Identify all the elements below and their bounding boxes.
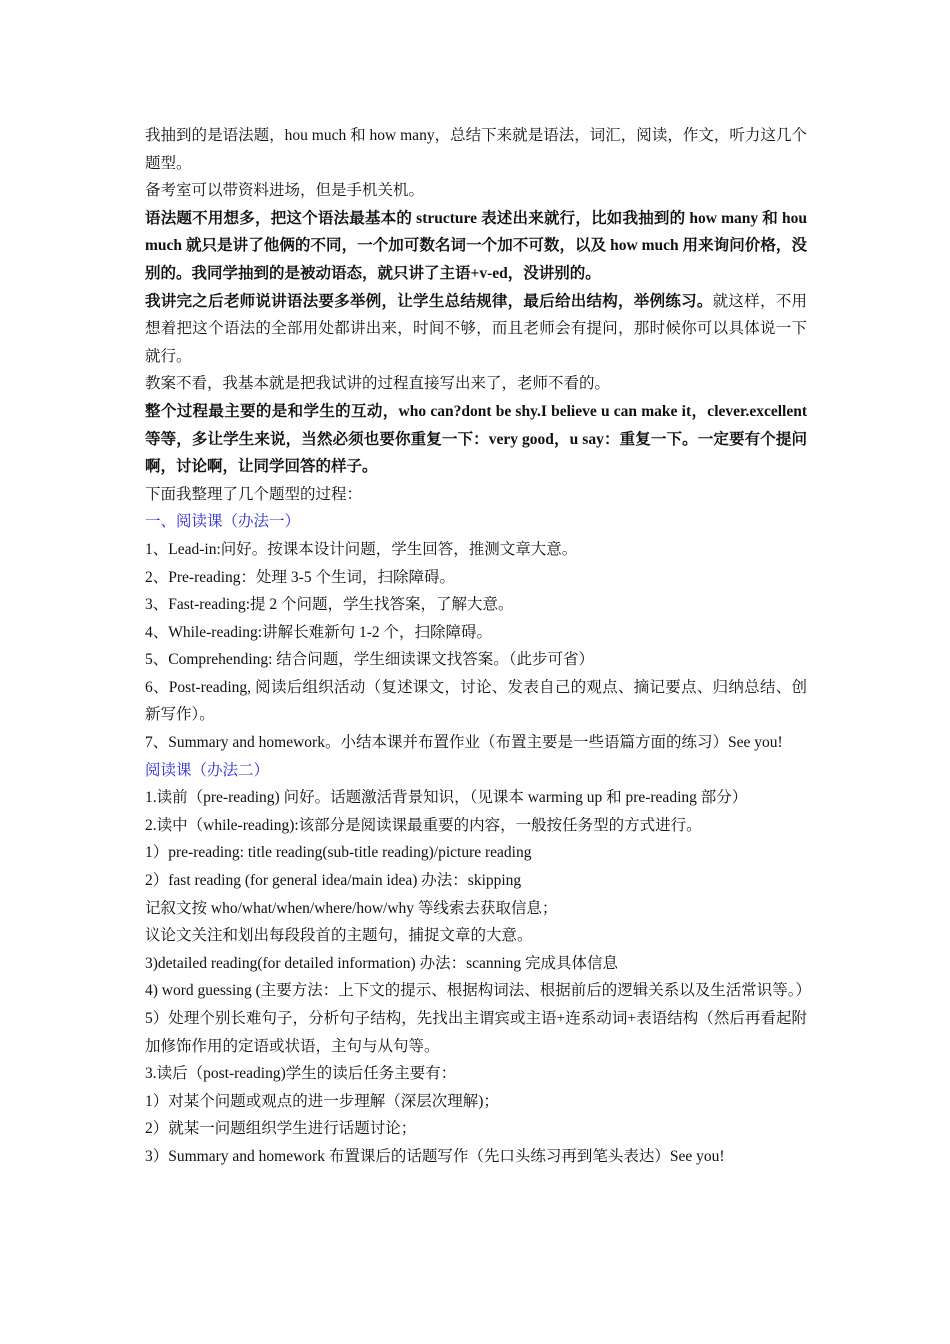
paragraph-prep-room: 备考室可以带资料进场，但是手机关机。: [145, 182, 425, 200]
list-item: 1.读前（pre-reading) 问好。话题激活背景知识，（见课本 warming up 和 pre-reading 部分）: [145, 789, 748, 807]
paragraph-interaction: 整个过程最主要的是和学生的互动，who can?dont be shy.I believe u can make it，clever.excellent 等等，多让学生来说，当然必须也要你重复一下：very good，u say：重复一下。一定要有个提问啊，讨论啊，让同学回答的样子。: [145, 402, 807, 476]
list-item: 3)detailed reading(for detailed information) 办法：scanning 完成具体信息: [145, 954, 619, 972]
list-item: 5、Comprehending: 结合问题，学生细读课文找答案。（此步可省）: [145, 651, 595, 669]
list-item: 4) word guessing (主要方法：上下文的提示、根据构词法、根据前后的逻辑关系以及生活常识等。）: [145, 982, 812, 1000]
list-item: 1）pre-reading: title reading(sub-title reading)/picture reading: [145, 844, 532, 862]
paragraph-lesson-plan: 教案不看，我基本就是把我试讲的过程直接写出来了，老师不看的。: [145, 375, 611, 393]
paragraph-grammar-advice: 语法题不用想多，把这个语法最基本的 structure 表述出来就行，比如我抽到的 how many 和 hou much 就只是讲了他俩的不同，一个加可数名词一个加不可数，以及 how much 用来询问价格，没别的。我同学抽到的是被动语态，就只讲了主语+v-ed，没讲别的。: [145, 209, 807, 282]
teacher-feedback-bold: 我讲完之后老师说讲语法要多举例，让学生总结规律，最后给出结构，举例练习。: [145, 292, 713, 310]
paragraph-exam-topic: 我抽到的是语法题，hou much 和 how many，总结下来就是语法，词汇，阅读，作文，听力这几个题型。: [145, 127, 807, 172]
heading-reading-method-1: 一、阅读课（办法一）: [145, 513, 301, 531]
list-item: 3.读后（post-reading)学生的读后任务主要有：: [145, 1065, 457, 1083]
list-item: 1、Lead-in:问好。按课本设计问题，学生回答，推测文章大意。: [145, 540, 578, 558]
list-item: 2.读中（while-reading):该部分是阅读课最重要的内容，一般按任务型的方式进行。: [145, 816, 702, 834]
paragraph-intro-list: 下面我整理了几个题型的过程：: [145, 485, 363, 503]
list-item: 4、While-reading:讲解长难新句 1-2 个，扫除障碍。: [145, 623, 492, 641]
list-item: 3）Summary and homework 布置课后的话题写作（先口头练习再到笔头表达）See you!: [145, 1147, 725, 1165]
list-item: 7、Summary and homework。小结本课并布置作业（布置主要是一些语篇方面的练习）See you!: [145, 734, 783, 752]
list-item: 3、Fast-reading:提 2 个问题，学生找答案，了解大意。: [145, 596, 514, 614]
heading-reading-method-2: 阅读课（办法二）: [145, 761, 270, 779]
list-item: 2、Pre-reading：处理 3-5 个生词，扫除障碍。: [145, 568, 455, 586]
list-item: 5）处理个别长难句子，分析句子结构，先找出主谓宾或主语+连系动词+表语结构（然后再看起附加修饰作用的定语或状语，主句与从句等。: [145, 1010, 807, 1055]
list-item: 1）对某个问题或观点的进一步理解（深层次理解)；: [145, 1092, 499, 1110]
list-item: 2）就某一问题组织学生进行话题讨论；: [145, 1120, 417, 1138]
list-item: 6、Post-reading, 阅读后组织活动（复述课文，讨论、发表自己的观点、摘记要点、归纳总结、创新写作）。: [145, 678, 807, 724]
paragraph-teacher-feedback: [145, 288, 807, 371]
list-item: 记叙文按 who/what/when/where/how/why 等线索去获取信息；: [145, 899, 558, 917]
teacher-feedback-rest: 就这样，不用想着把这个语法的全部用处都讲出来，时间不够，而且老师会有提问，那时候你可以具体说一下就行。: [145, 292, 807, 365]
list-item: 2）fast reading (for general idea/main idea) 办法：skipping: [145, 872, 522, 890]
list-item: 议论文关注和划出每段段首的主题句，捕捉文章的大意。: [145, 927, 533, 945]
